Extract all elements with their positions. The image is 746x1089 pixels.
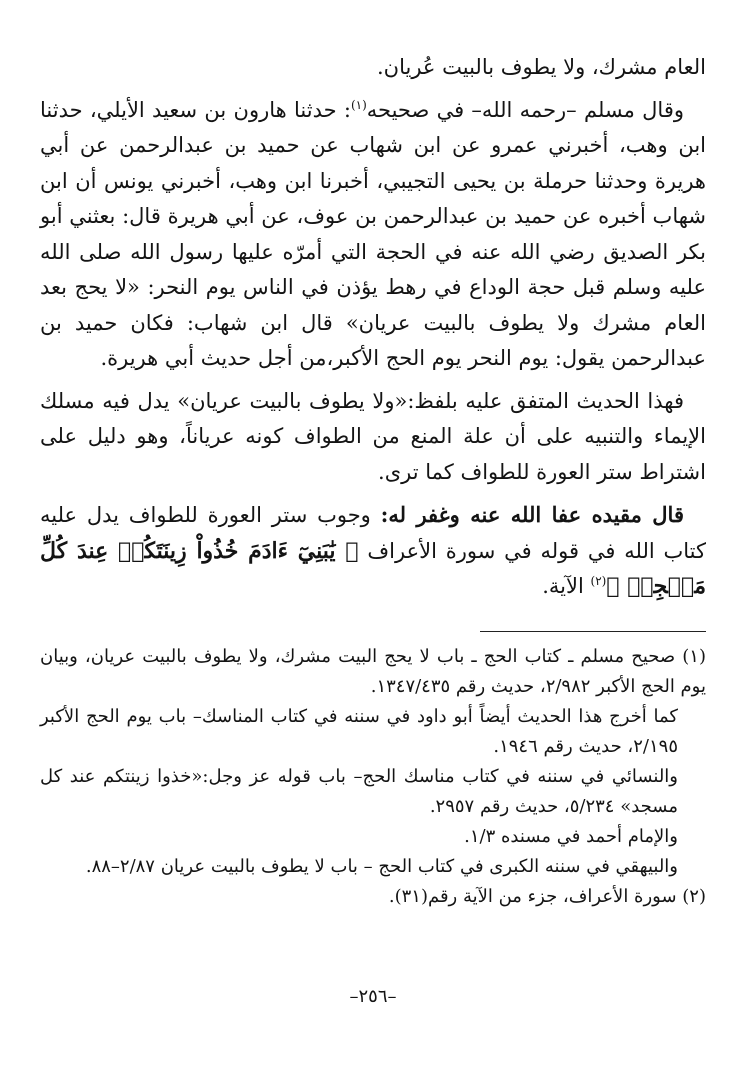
paragraph-4 [40,497,706,605]
paragraph-2-intro: وقال مسلم –رحمه الله– في صحيحه [366,97,685,122]
footnotes [40,642,706,912]
page-number: –٢٥٦– [349,986,397,1007]
page [40,50,706,912]
footnote-1: (١) صحيح مسلم ـ كتاب الحج ـ باب لا يحج البيت مشرك، ولا يطوف بالبيت عريان، وبيان يوم الحج الأكبر ٢/٩٨٢، حديث رقم ١٣٤٧/٤٣٥. [40,645,706,697]
author-comment-lead: قال مقيده عفا الله عنه وغفر له: [380,502,684,527]
footnote-1-bayhaqi: والبيهقي في سننه الكبرى في كتاب الحج – باب لا يطوف بالبيت عريان ٢/٨٧–٨٨. [85,855,678,877]
footnote-1-ahmad: والإمام أحمد في مسنده ١/٣. [464,825,678,847]
main-text [40,50,706,605]
footnote-divider [480,631,706,632]
paragraph-2 [40,93,706,377]
footnote-2: (٢) سورة الأعراف، جزء من الآية رقم(٣١). [388,885,706,907]
footnote-ref-2[interactable]: (٢) [590,574,607,588]
paragraph-3: فهذا الحديث المتفق عليه بلفظ:«ولا يطوف بالبيت عريان» يدل فيه مسلك الإيماء والتنبيه على أن علة المنع من الطواف كونه عرياناً، وهو دليل على اشتراط ستر العورة للطواف كما ترى. [40,388,706,484]
paragraph-4-body: وجوب ستر العورة للطواف يدل عليه كتاب الله في قوله في سورة الأعراف [40,503,707,563]
footnote-1-nasai: والنسائي في سننه في كتاب مناسك الحج– باب قوله عز وجل:«خذوا زينتكم عند كل مسجد» ٥/٢٣٤، حديث رقم ٢٩٥٧. [40,765,678,817]
footnote-1-abu-dawud: كما أخرج هذا الحديث أيضاً أبو داود في سننه في كتاب المناسك– باب يوم الحج الأكبر ٢/١٩٥، حديث رقم ١٩٤٦. [40,705,678,757]
paragraph-2-body: : حدثنا هارون بن سعيد الأيلي، حدثنا ابن وهب، أخبرني عمرو عن ابن شهاب عن حميد بن عبدالرحمن عن أبي هريرة وحدثنا حرملة بن يحيى التجيبي، أخبرنا ابن وهب، أخبرني يونس أن ابن شهاب أخبره عن حميد بن عبدالرحمن بن عوف، عن أبي هريرة قال: بعثني أبو بكر الصديق رضي الله عنه في الحجة التي أمرّه عليها رسول الله صلى الله عليه وسلم قبل حجة الوداع في رهط يؤذن في الناس يوم النحر: «لا يحج بعد العام مشرك ولا يطوف بالبيت عريان» قال ابن شهاب: فكان حميد بن عبدالرحمن يقول: يوم النحر يوم الحج الأكبر،من أجل حديث أبي هريرة. [40,97,706,370]
quran-verse: ﴿ يَٰبَنِيٓ ءَادَمَ خُذُواْ زِينَتَكُمۡ عِندَ كُلِّ مَسۡجِدٖ ﴾ [40,537,706,599]
footnote-ref-1[interactable]: (١) [350,97,367,112]
paragraph-4-tail: الآية. [542,574,591,598]
paragraph-1: العام مشرك، ولا يطوف بالبيت عُريان. [377,55,706,79]
